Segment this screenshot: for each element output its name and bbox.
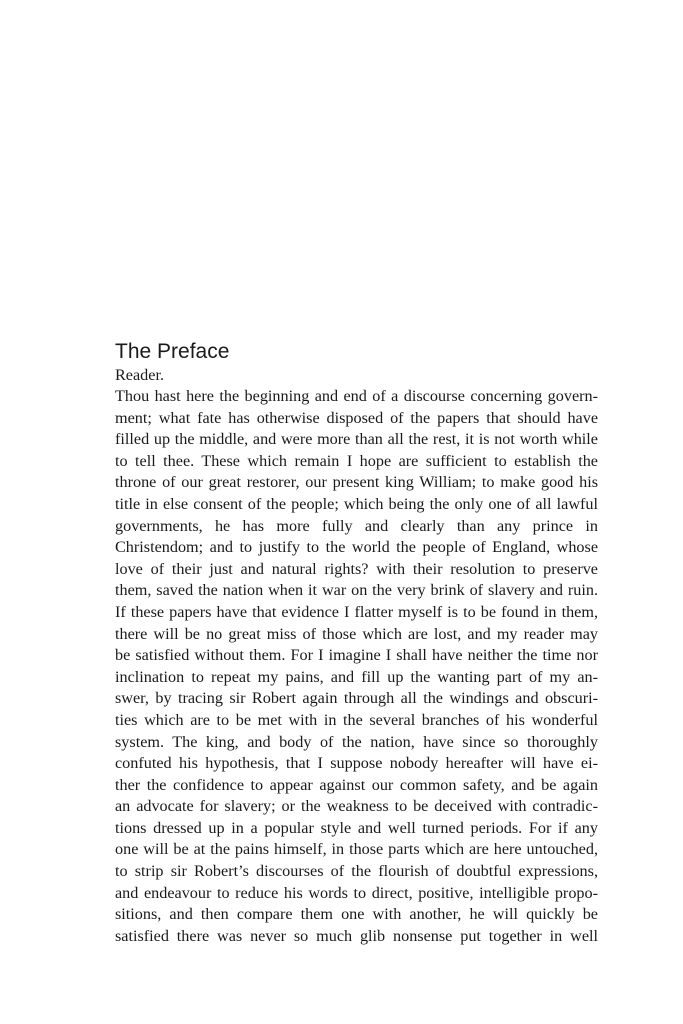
text-line: Thou hast here the beginning and end of a discourse concerning govern- (115, 387, 598, 405)
text-line: one will be at the pains himself, in those parts which are here untouched, (115, 840, 598, 859)
text-line: an advocate for slavery; or the weakness to be deceived with contradic- (115, 797, 598, 816)
text-line: tions dressed up in a popular style and well turned periods. For if any (115, 818, 598, 837)
text-line: throne of our great restorer, our present king William; to make good his (115, 473, 598, 492)
text-line: title in else consent of the people; which being the only one of all lawful (115, 494, 598, 513)
text-line: Christendom; and to justify to the world the people of England, whose (115, 538, 598, 557)
text-line: ties which are to be met with in the several branches of his wonderful (115, 710, 598, 729)
text-line: If these papers have that evidence I flatter myself is to be found in them, (115, 602, 598, 621)
salutation: Reader. (115, 366, 164, 384)
text-line: filled up the middle, and were more than all the rest, it is not worth while (115, 430, 598, 449)
text-line: swer, by tracing sir Robert again through all the windings and obscuri- (115, 689, 598, 708)
text-line: them, saved the nation when it war on the very brink of slavery and ruin. (115, 581, 598, 600)
text-line: system. The king, and body of the nation, have since so thoroughly (115, 732, 598, 751)
text-line: love of their just and natural rights? with their resolution to preserve (115, 559, 598, 578)
preface-section (115, 339, 598, 947)
text-line: to tell thee. These which remain I hope are sufficient to establish the (115, 451, 598, 470)
text-line: there will be no great miss of those which are lost, and my reader may (115, 624, 598, 643)
preface-body (115, 386, 598, 947)
text-line: sitions, and then compare them one with another, he will quickly be (115, 905, 598, 924)
text-line: and endeavour to reduce his words to direct, positive, intelligible propo- (115, 883, 598, 902)
text-line: ment; what fate has otherwise disposed of the papers that should have (115, 408, 598, 427)
text-line: confuted his hypothesis, that I suppose nobody hereafter will have ei- (115, 754, 598, 773)
page-title: The Preface (115, 340, 230, 363)
text-line: to strip sir Robert’s discourses of the flourish of doubtful expressions, (115, 862, 598, 881)
text-line: ther the confidence to appear against our common safety, and be again (115, 775, 598, 794)
text-line: inclination to repeat my pains, and fill up the wanting part of my an- (115, 667, 598, 686)
text-line: satisfied there was never so much glib nonsense put together in well (115, 926, 598, 945)
text-line: be satisfied without them. For I imagine I shall have neither the time nor (115, 646, 598, 665)
text-line: governments, he has more fully and clearly than any prince in (115, 516, 598, 535)
